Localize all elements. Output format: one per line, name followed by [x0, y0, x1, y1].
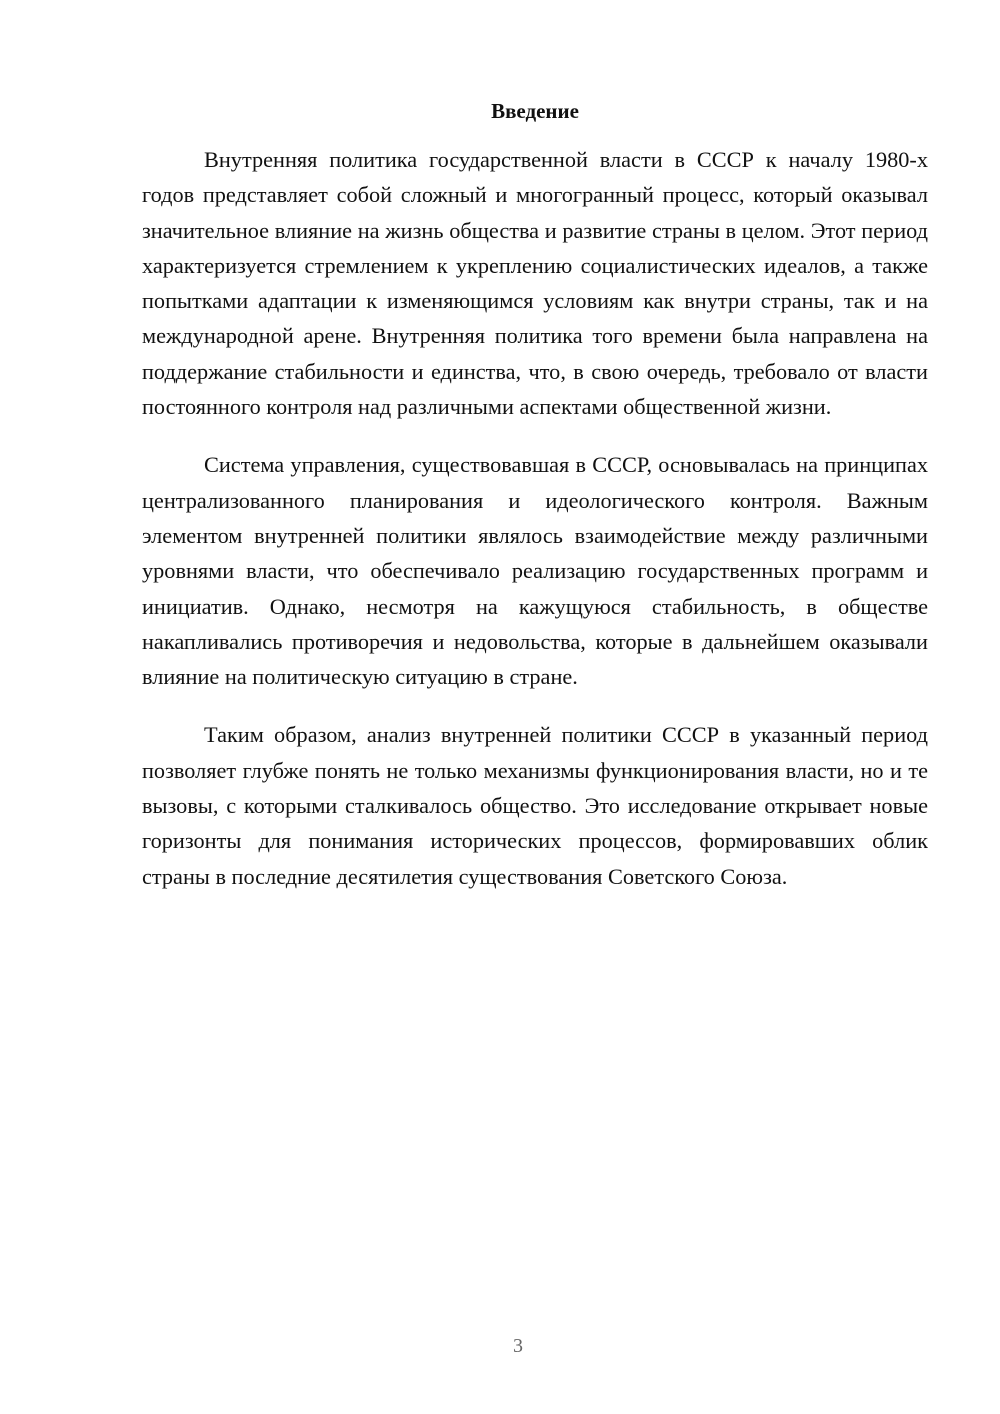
- paragraph-3: Таким образом, анализ внутренней политики СССР в указанный период позволяет глубже понять не только механизмы функционирования власти, но и те вызовы, с которыми сталкивалось общество. Это исследование открывает новые горизонты для понимания исторических процессов, формировавших облик страны в последние десятилетия существования Советского Союза.: [142, 722, 928, 889]
- page-number: 3: [513, 1335, 523, 1357]
- paragraph-2: Система управления, существовавшая в СССР, основывалась на принципах централизованного планирования и идеологического контроля. Важным элементом внутренней политики являлось взаимодействие между различными уровнями власти, что обеспечивало реализацию государственных программ и инициатив. Однако, несмотря на кажущуюся стабильность, в обществе накапливались противоречия и недовольства, которые в дальнейшем оказывали влияние на политическую ситуацию в стране.: [142, 452, 928, 690]
- paragraph-1: Внутренняя политика государственной власти в СССР к началу 1980-х годов представляет собой сложный и многогранный процесс, который оказывал значительное влияние на жизнь общества и развитие страны в целом. Этот период характеризуется стремлением к укреплению социалистических идеалов, а также попытками адаптации к изменяющимся условиям как внутри страны, так и на международной арене. Внутренняя политика того времени была направлена на поддержание стабильности и единства, что, в свою очередь, требовало от власти постоянного контроля над различными аспектами общественной жизни.: [142, 147, 928, 420]
- body-text: [142, 142, 928, 917]
- section-heading: Введение: [491, 99, 579, 123]
